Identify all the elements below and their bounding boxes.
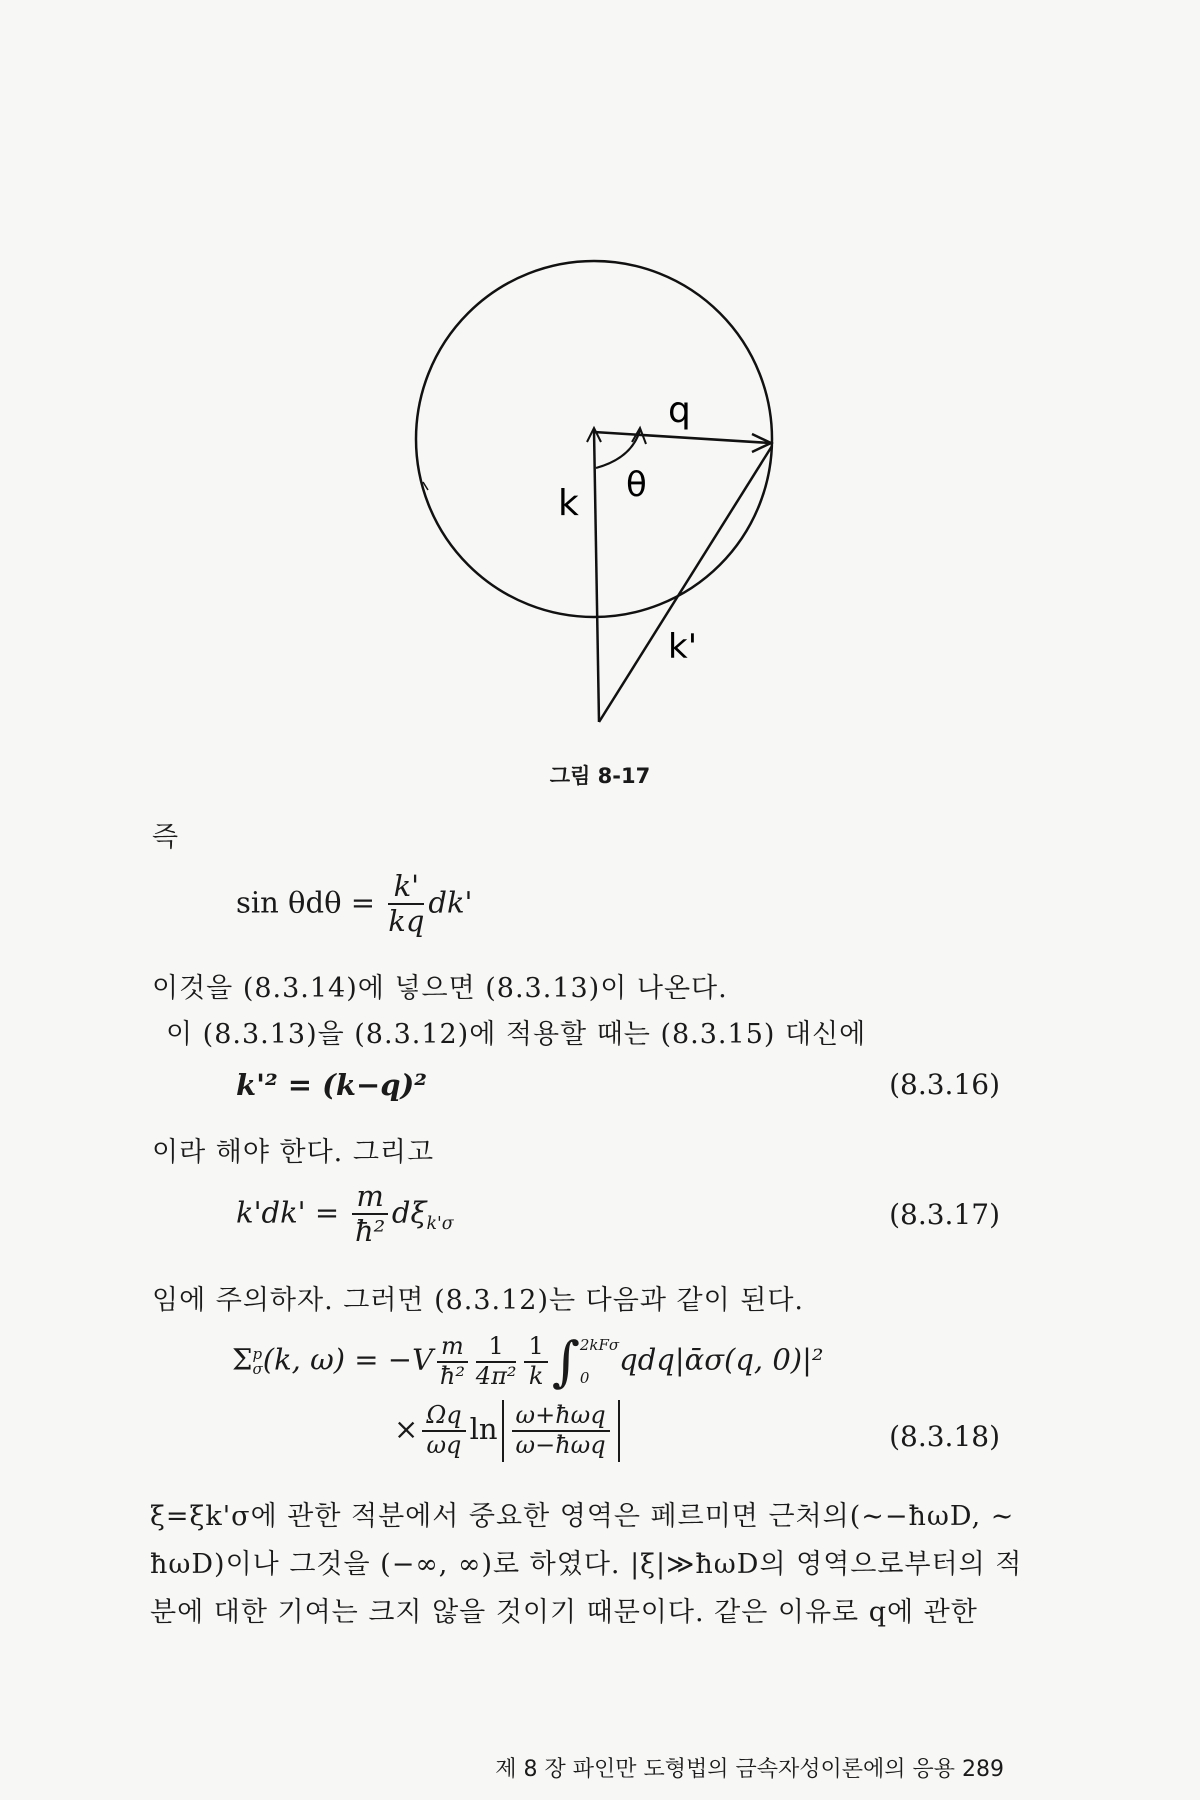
eq4-f4-num: Ωq bbox=[422, 1402, 465, 1432]
eq1-lhs: sin θdθ = bbox=[236, 885, 385, 920]
label-k: k bbox=[558, 483, 579, 524]
eq4-times: × bbox=[394, 1412, 419, 1446]
eq1-rhs: dk' bbox=[428, 885, 473, 920]
abs-bar-left bbox=[502, 1400, 504, 1462]
figure-8-17 bbox=[0, 0, 1200, 760]
paragraph-3: 이라 해야 한다. 그리고 bbox=[152, 1137, 435, 1168]
vector-k bbox=[594, 430, 599, 722]
integral-sign: ∫ bbox=[551, 1330, 580, 1393]
eq4-f3-den: k bbox=[528, 1361, 544, 1390]
text-jeuk: 즉 bbox=[152, 822, 180, 853]
equation-8-3-16: k'² = (k−q)² bbox=[236, 1068, 427, 1102]
eq3-rhs: dξ bbox=[391, 1195, 427, 1230]
eq4-sigma-sub: σ bbox=[252, 1359, 263, 1378]
equation-number-8-3-18: (8.3.18) bbox=[889, 1420, 1000, 1453]
page-footer: 제 8 장 파인만 도형법의 금속자성이론에의 응용 289 bbox=[495, 1757, 1004, 1782]
eq3-denominator: ħ² bbox=[354, 1214, 386, 1249]
paragraph-2: 이 (8.3.13)을 (8.3.12)에 적용할 때는 (8.3.15) 대신에 bbox=[166, 1019, 867, 1050]
eq1-numerator: k' bbox=[388, 870, 424, 905]
equation-number-8-3-17: (8.3.17) bbox=[889, 1198, 1000, 1231]
vector-k-prime bbox=[599, 446, 772, 722]
eq4-int-upper: 2kFσ bbox=[579, 1335, 620, 1354]
eq3-numerator: m bbox=[352, 1180, 388, 1215]
equation-sin-theta bbox=[236, 870, 473, 939]
eq4-integrand: qdq|ᾱσ(q, 0)|² bbox=[619, 1342, 824, 1377]
eq4-ln: ln bbox=[469, 1412, 498, 1446]
paragraph-5-line-2: ħωD)이나 그것을 (−∞, ∞)로 하였다. |ξ|≫ħωD의 영역으로부터의 적 bbox=[150, 1549, 1023, 1580]
paragraph-4: 임에 주의하자. 그러면 (8.3.12)는 다음과 같이 된다. bbox=[152, 1285, 804, 1316]
eq4-f4-den: ωq bbox=[426, 1431, 462, 1459]
eq1-denominator: kq bbox=[388, 904, 425, 939]
eq4-sigma-sup: p bbox=[252, 1344, 263, 1363]
vector-q bbox=[594, 432, 770, 443]
eq4-f5-num: ω+ħωq bbox=[512, 1402, 610, 1432]
abs-bar-right bbox=[618, 1400, 620, 1462]
equation-8-3-17 bbox=[236, 1180, 454, 1249]
eq3-rhs-subscript: k'σ bbox=[426, 1214, 454, 1235]
equation-8-3-18-line2 bbox=[394, 1400, 624, 1462]
eq4-sigma: Σ bbox=[232, 1342, 253, 1377]
eq4-f2-num: 1 bbox=[476, 1333, 517, 1363]
label-theta: θ bbox=[626, 465, 647, 505]
eq4-f1-den: ħ² bbox=[439, 1361, 465, 1390]
eq4-sigma-limits bbox=[252, 1344, 263, 1378]
eq4-f3-num: 1 bbox=[524, 1333, 547, 1363]
eq4-f2-den: 4π² bbox=[475, 1361, 517, 1390]
eq3-lhs: k'dk' = bbox=[236, 1195, 349, 1230]
eq4-int-lower: 0 bbox=[579, 1368, 590, 1387]
equation-8-3-18-line1 bbox=[232, 1330, 824, 1393]
equation-number-8-3-16: (8.3.16) bbox=[889, 1068, 1000, 1101]
paragraph-5-line-1: ξ=ξk'σ에 관한 적분에서 중요한 영역은 페르미면 근처의(∼−ħωD, ∼ bbox=[150, 1501, 1015, 1532]
eq4-f5-den: ω−ħωq bbox=[515, 1431, 606, 1459]
label-q: q bbox=[668, 390, 691, 431]
paragraph-1: 이것을 (8.3.14)에 넣으면 (8.3.13)이 나온다. bbox=[152, 973, 728, 1004]
label-k-prime: k' bbox=[668, 627, 698, 667]
eq4-args: (k, ω) = −V bbox=[262, 1342, 434, 1377]
eq4-f1-num: m bbox=[437, 1333, 468, 1363]
paragraph-5-line-3: 분에 대한 기여는 크지 않을 것이기 때문이다. 같은 이유로 q에 관한 bbox=[150, 1597, 978, 1628]
figure-caption: 그림 8-17 bbox=[549, 764, 651, 788]
